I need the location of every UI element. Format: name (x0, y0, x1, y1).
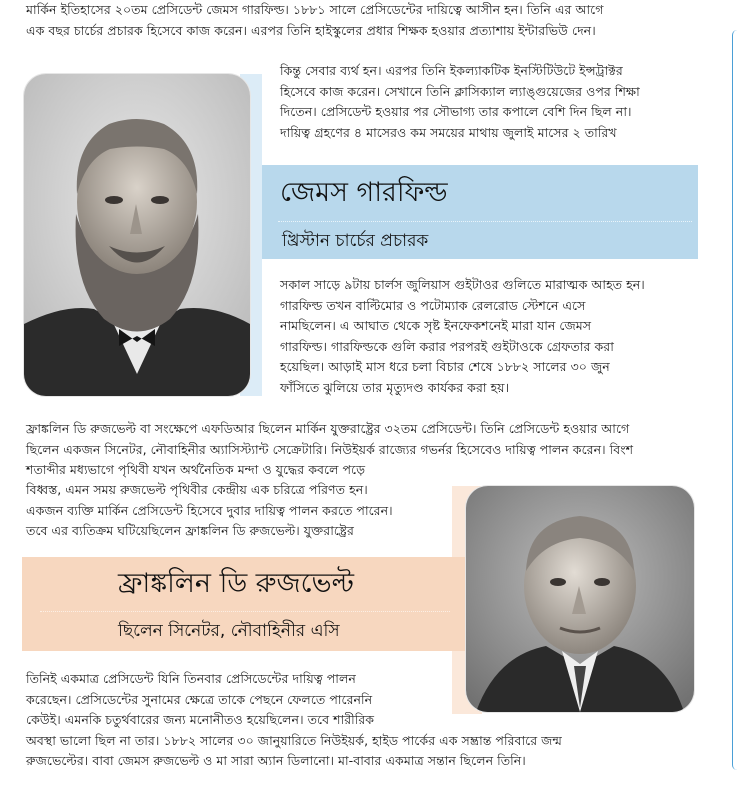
garfield-intro-text (26, 0, 603, 41)
garfield-intro-line: মার্কিন ইতিহাসের ২০তম প্রেসিডেন্ট জেমস গারফিল্ড। ১৮৮১ সালে প্রেসিডেন্টের দায়িত্বে আসীন হন। তিনি এর আগে (26, 2, 604, 17)
garfield-side-text (280, 61, 640, 143)
garfield-side-line: দায়িত্ব গ্রহণের ৪ মাসেরও কম সময়ের মাথায় জুলাই মাসের ২ তারিখ (280, 124, 617, 140)
roosevelt-side-line: একজন ব্যক্তি মার্কিন প্রেসিডেন্ট হিসেবে দুবার দায়িত্ব পালন করতে পারেন। (26, 502, 393, 518)
garfield-subtitle: খ্রিস্টান চার্চের প্রচারক (282, 231, 429, 251)
roosevelt-body-text (26, 669, 562, 772)
garfield-body-line: গারফিল্ড। গারফিল্ডকে গুলি করার পরপরই গুইটাওকে গ্রেফতার করা (280, 338, 614, 354)
roosevelt-side-line: তবে এর ব্যতিক্রম ঘটিয়েছিলেন ফ্রাঙ্কলিন ডি রুজভেল্ট। যুক্তরাষ্ট্রের (26, 523, 354, 538)
garfield-portrait (24, 74, 250, 396)
roosevelt-title-divider (40, 611, 450, 612)
roosevelt-body-line: অবস্থা ভালো ছিল না তার। ১৮৮২ সালের ৩০ জানুয়ারিতে নিউইয়র্ক, হাইড পার্কের এক সম্ভ্রান্ত পরিবারে জন্ম (26, 732, 562, 748)
roosevelt-intro-text (26, 419, 633, 481)
roosevelt-side-text (26, 480, 393, 542)
roosevelt-intro-line: ছিলেন একজন সিনেটর, নৌবাহিনীর অ্যাসিস্ট্যান্ট সেক্রেটারি। নিউইয়র্ক রাজ্যের গভর্নর হিসেবেও দায়িত্ব পালন করেন। বিংশ (26, 441, 634, 457)
garfield-body-line: হয়েছিল। আড়াই মাস ধরে চলা বিচার শেষে ১৮৮২ সালের ৩০ জুন (280, 359, 610, 374)
garfield-body-line: ফাঁসিতে ঝুলিয়ে তার মৃত্যুদণ্ড কার্যকর করা হয়। (280, 379, 510, 395)
roosevelt-intro-line: ফ্রাঙ্কলিন ডি রুজভেল্ট বা সংক্ষেপে এফডিআর ছিলেন মার্কিন যুক্তরাষ্ট্রের ৩২তম প্রেসিডেন্ট। তিনি প্রেসিডেন্ট হওয়ার আগে (26, 421, 630, 436)
roosevelt-subtitle: ছিলেন সিনেটর, নৌবাহিনীর এসি (118, 621, 340, 641)
roosevelt-body-line: করেছেন। প্রেসিডেন্টের সুনামের ক্ষেত্রে তাকে পেছনে ফেলতে পারেননি (26, 691, 373, 707)
roosevelt-intro-line: শতাব্দীর মধ্যভাগে পৃথিবী যখন অর্থনৈতিক মন্দা ও যুদ্ধের কবলে পড়ে (26, 462, 366, 477)
garfield-intro-line: এক বছর চার্চের প্রচারক হিসেবে কাজ করেন। এরপর তিনি হাইস্কুলের প্রধার শিক্ষক হওয়ার প্রত্যাশায় ইন্টারভিউ দেন। (26, 22, 596, 38)
garfield-body-line: নামছিলেন। এ আঘাত থেকে সৃষ্ট ইনফেকশনেই মারা যান জেমস (280, 318, 592, 333)
garfield-side-line: দিতেন। প্রেসিডেন্ট হওয়ার পর সৌভাগ্য তার কপালে বেশি দিন ছিল না। (280, 104, 632, 119)
roosevelt-side-line: বিধ্বস্ত, এমন সময় রুজভেল্ট পৃথিবীর কেন্দ্রীয় এক চরিত্রে পরিণত হন। (26, 482, 368, 497)
garfield-side-line: কিন্তু সেবার ব্যর্থ হন। এরপর তিনি ইকল্যাকটিক ইনস্টিটিউটে ইন্সট্রাক্টর (280, 63, 623, 78)
garfield-side-line: হিসেবে কাজ করেন। সেখানে তিনি ক্লাসিক্যাল ল্যাঙ্গুয়েজের ওপর শিক্ষা (280, 83, 640, 99)
garfield-body-line: গারফিল্ড তখন বাল্টিমোর ও পটোম্যাক রেলরোড স্টেশনে এসে (280, 297, 586, 313)
garfield-body-text (280, 275, 645, 398)
roosevelt-title: ফ্রাঙ্কলিন ডি রুজভেল্ট (118, 568, 355, 599)
garfield-title-divider (278, 221, 692, 222)
roosevelt-body-line: তিনিই একমাত্র প্রেসিডেন্ট যিনি তিনবার প্রেসিডেন্টের দায়িত্ব পালন (26, 671, 356, 686)
roosevelt-body-line: কেউই। এমনকি চতুর্থবারের জন্য মনোনীতও হয়েছিলেন। তবে শারীরিক (26, 712, 375, 727)
garfield-body-line: সকাল সাড়ে ৯টায় চার্লস জুলিয়াস গুইটাওর গুলিতে মারাত্মক আহত হন। (280, 277, 645, 292)
garfield-title: জেমস গারফিল্ড (280, 177, 448, 208)
page-edge-rule (732, 30, 737, 770)
roosevelt-body-line: রুজভেল্টের। বাবা জেমস রুজভেল্ট ও মা সারা অ্যান ডিলানো। মা-বাবার একমাত্র সন্তান ছিলেন তিনি। (26, 753, 526, 768)
